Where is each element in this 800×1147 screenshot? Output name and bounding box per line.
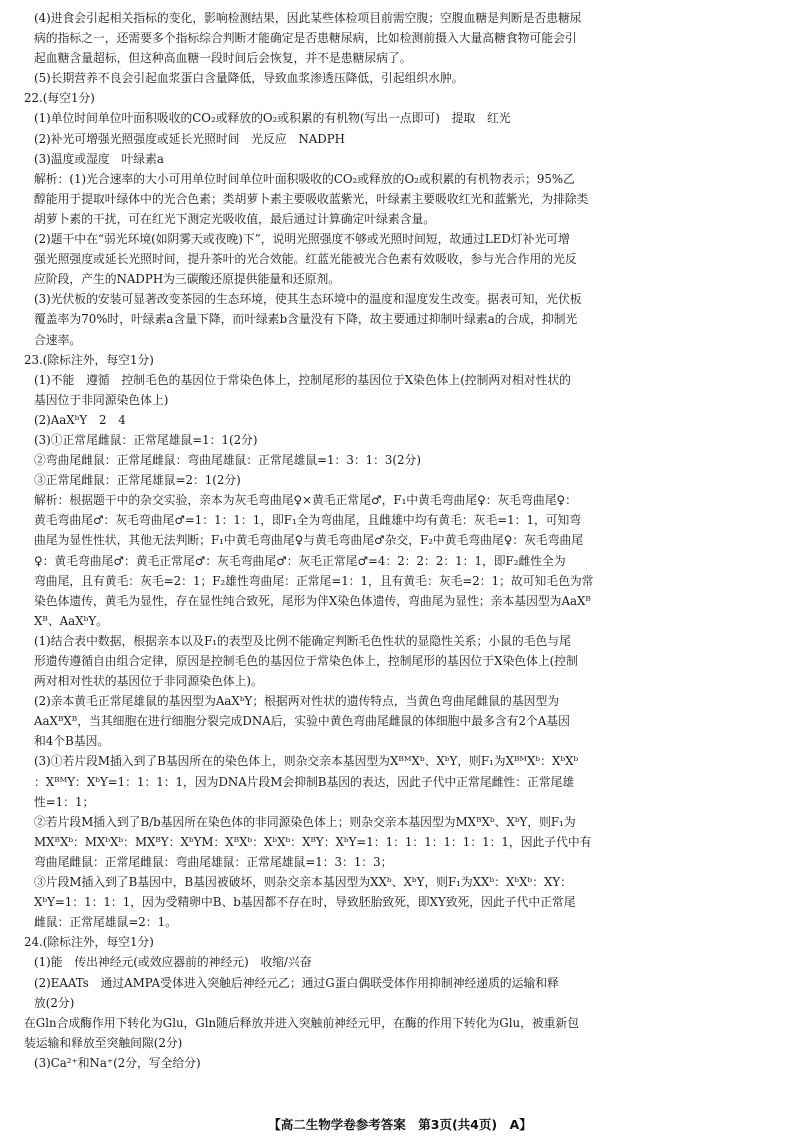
text-line: AaXᴮXᴮ，当其细胞在进行细胞分裂完成DNA后，实验中黄色弯曲尾雌鼠的体细胞中最多含有2个A基因 [34, 714, 570, 729]
text-line: (3)光伏板的安装可显著改变茶园的生态环境，使其生态环境中的温度和湿度发生改变。据表可知，光伏板 [34, 292, 582, 307]
text-line: 和4个B基因。 [34, 734, 110, 749]
text-line: (3)Ca²⁺和Na⁺(2分，写全给分) [34, 1055, 201, 1070]
text-line: 曲尾为显性性状，其他无法判断；F₁中黄毛弯曲尾♀与黄毛弯曲尾♂杂交，F₂中黄毛弯曲尾♀：灰毛弯曲尾 [34, 533, 584, 548]
text-line: (3)①若片段M插入到了B基因所在的染色体上，则杂交亲本基因型为XᴮᴹXᵇ、XᵇY，则F₁为XᴮᴹXᵇ：XᵇXᵇ [34, 754, 579, 769]
section-line: 在Gln合成酶作用下转化为Glu，Gln随后释放并进入突触前神经元甲，在酶的作用下转化为Glu，被重新包 [24, 1015, 580, 1030]
text-line: (4)进食会引起相关指标的变化，影响检测结果，因此某些体检项目前需空腹；空腹血糖是判断是否患糖尿 [34, 11, 582, 25]
text-line: 胡萝卜素的干扰，可在红光下测定光吸收值，最后通过计算确定叶绿素含量。 [34, 211, 436, 226]
text-line: 解析：(1)光合速率的大小可用单位时间单位叶面积吸收的CO₂或释放的O₂或积累的有机物表示；95%乙 [34, 171, 575, 186]
text-line: ③正常尾雌鼠：正常尾雄鼠=2：1(2分) [34, 473, 241, 488]
text-line: 强光照强度或延长光照时间，提升茶叶的光合效能。红蓝光能被光合色素有效吸收，参与光合作用的光反 [34, 252, 577, 267]
text-line: 起血糖含量超标，但这种高血糖一段时间后会恢复，并不是患糖尿病了。 [34, 51, 412, 66]
text-line: 雌鼠：正常尾雄鼠=2：1。 [34, 915, 177, 930]
page-footer: 【高二生物学卷参考答案 第3页(共4页) A】 [268, 1117, 532, 1132]
text-line: 形遗传遵循自由组合定律，原因是控制毛色的基因位于常染色体上，控制尾形的基因位于X染色体上(控制 [34, 654, 578, 668]
text-line: (2)亲本黄毛正常尾雄鼠的基因型为AaXᵇY；根据两对性状的遗传特点，当黄色弯曲尾雌鼠的基因型为 [34, 694, 560, 709]
text-line: (3)①正常尾雌鼠：正常尾雄鼠=1：1(2分) [34, 432, 258, 447]
text-line: (1)不能 遵循 控制毛色的基因位于常染色体上，控制尾形的基因位于X染色体上(控制两对相对性状的 [34, 372, 571, 387]
text-line: (2)补光可增强光照强度或延长光照时间 光反应 NADPH [34, 131, 345, 146]
text-line: 病的指标之一，还需要多个指标综合判断才能确定是否患糖尿病，比如检测前摄入大量高糖食物可能会引 [34, 31, 577, 46]
text-line: 弯曲尾雌鼠：正常尾雌鼠：弯曲尾雄鼠：正常尾雄鼠=1：3：1：3； [34, 854, 393, 869]
text-line: 覆盖率为70%时，叶绿素a含量下降，而叶绿素b含量没有下降，故主要通过抑制叶绿素a的合成，抑制光 [34, 312, 578, 327]
text-line: XᵇY=1：1：1：1，因为受精卵中B、b基因都不存在时，导致胚胎致死，即XY致死，因此子代中正常尾 [34, 895, 576, 910]
text-line: 基因位于非同源染色体上) [34, 392, 169, 407]
section-line: 23.(除标注外，每空1分) [24, 352, 154, 367]
text-line: ③片段M插入到了B基因中，B基因被破坏，则杂交亲本基因型为XXᵇ、XᵇY，则F₁为XXᵇ：XᵇXᵇ：XY： [34, 875, 572, 890]
text-line: 弯曲尾，且有黄毛：灰毛=2：1；F₂雄性弯曲尾：正常尾=1：1，且有黄毛：灰毛=2：1；故可知毛色为常 [34, 573, 594, 588]
section-line: 22.(每空1分) [24, 91, 95, 106]
text-line: (1)能 传出神经元(或效应器前的神经元) 收缩/兴奋 [34, 955, 312, 970]
text-line: (5)长期营养不良会引起血浆蛋白含量降低，导致血浆渗透压降低，引起组织水肿。 [34, 71, 464, 86]
text-line: (2)AaXᵇY 2 4 [34, 412, 126, 427]
text-line: (1)结合表中数据，根据亲本以及F₁的表型及比例不能确定判断毛色性状的显隐性关系；小鼠的毛色与尾 [34, 633, 571, 648]
text-line: (3)温度或湿度 叶绿素a [34, 151, 164, 166]
text-line: ②弯曲尾雌鼠：正常尾雌鼠：弯曲尾雄鼠：正常尾雄鼠=1：3：1：3(2分) [34, 453, 421, 468]
text-line: ②若片段M插入到了B/b基因所在染色体的非同源染色体上；则杂交亲本基因型为MXᴮXᵇ、XᵇY，则F₁为 [34, 814, 576, 829]
text-line: 应阶段，产生的NADPH为三碳酸还原提供能量和还原剂。 [34, 272, 341, 287]
section-line: 24.(除标注外，每空1分) [24, 935, 154, 950]
text-line: 两对相对性状的基因位于非同源染色体上)。 [34, 674, 263, 689]
section-line: 装运输和释放至突触间隙(2分) [24, 1035, 183, 1050]
text-line: MXᴮXᵇ：MXᵇXᵇ：MXᴮY：XᵇYM：XᴮXᵇ：XᵇXᵇ：XᴮY：XᵇY=1：1：1：1：1：1：1：1，因此子代中有 [34, 834, 592, 849]
text-line: 合速率。 [34, 332, 82, 347]
text-line: ♀：黄毛弯曲尾♂：黄毛正常尾♂：灰毛弯曲尾♂：灰毛正常尾♂=4：2：2：2：1：1，即F₂雌性全为 [34, 553, 566, 568]
text-line: (2)EAATs 通过AMPA受体进入突触后神经元乙；通过G蛋白偶联受体作用抑制神经递质的运输和释 [34, 975, 559, 990]
answer-content [24, 8, 778, 1073]
text-line: 放(2分) [34, 995, 75, 1010]
text-line: (1)单位时间单位叶面积吸收的CO₂或释放的O₂或积累的有机物(写出一点即可) 提取 红光 [34, 111, 511, 126]
text-line: 醇能用于提取叶绿体中的光合色素；类胡萝卜素主要吸收蓝紫光，叶绿素主要吸收红光和蓝紫光，为排除类 [34, 191, 589, 206]
text-line: ：XᴮᴹY：XᵇY=1：1：1：1，因为DNA片段M会抑制B基因的表达，因此子代中正常尾雌性：正常尾雄 [34, 774, 575, 789]
text-line: 染色体遗传，黄毛为显性，存在显性纯合致死，尾形为伴X染色体遗传，弯曲尾为显性；亲本基因型为AaXᴮ [34, 593, 591, 608]
text-line: Xᴮ、AaXᵇY。 [34, 613, 108, 628]
text-line: 黄毛弯曲尾♂：灰毛弯曲尾♂=1：1：1：1，即F₁全为弯曲尾，且雌雄中均有黄毛：灰毛=1：1，可知弯 [34, 513, 582, 528]
text-line: (2)题干中在“弱光环境(如阴雾天或夜晚)下”，说明光照强度不够或光照时间短，故通过LED灯补光可增 [34, 232, 570, 247]
text-line: 性=1：1； [34, 794, 95, 809]
text-line: 解析：根据题干中的杂交实验，亲本为灰毛弯曲尾♀×黄毛正常尾♂，F₁中黄毛弯曲尾♀：灰毛弯曲尾♀： [34, 493, 577, 508]
